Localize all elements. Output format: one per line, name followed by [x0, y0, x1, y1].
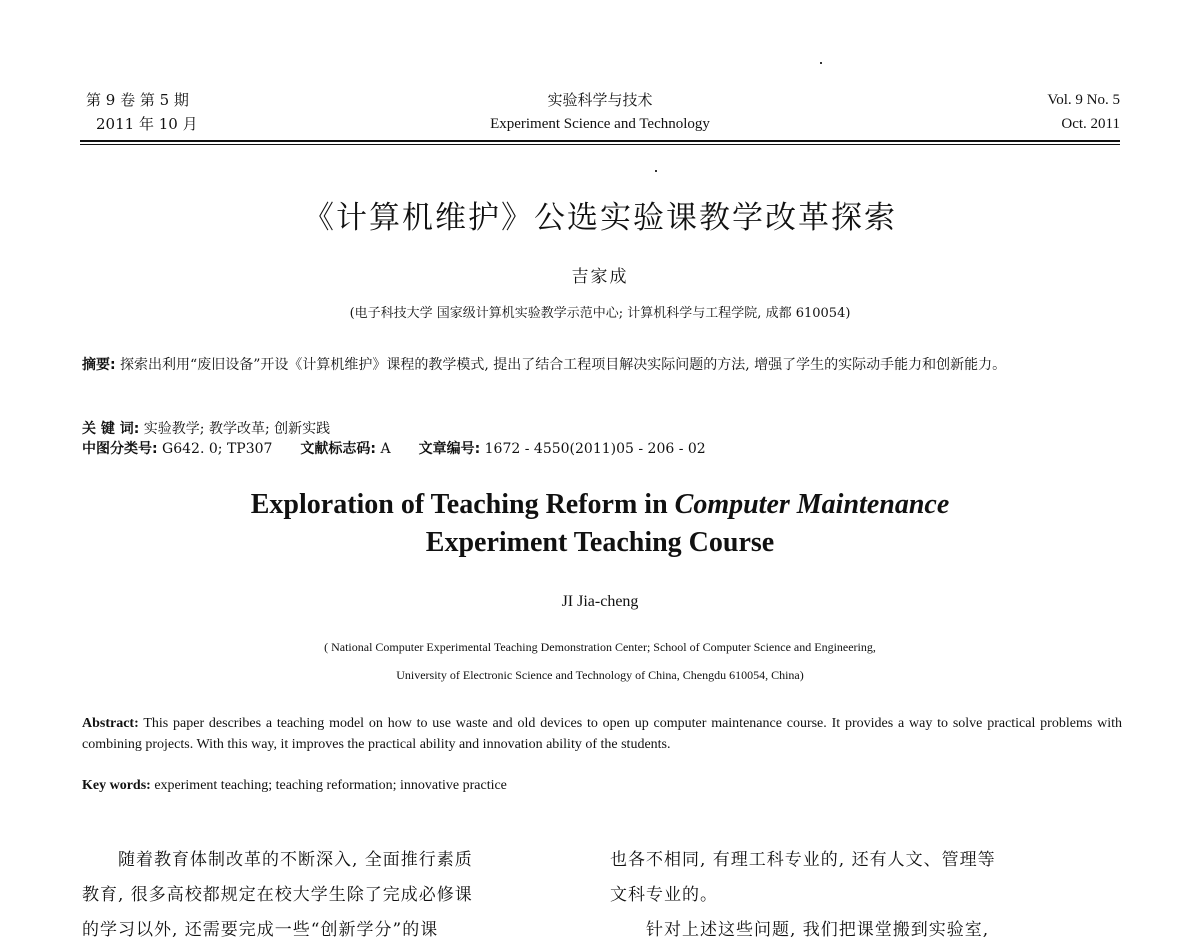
scan-speck	[820, 62, 822, 64]
volume-issue: 第 9 卷 第 5 期	[86, 91, 189, 109]
affiliation-en-line2: University of Electronic Science and Technology of China, Chengdu 610054, China)	[396, 668, 804, 682]
clc-value: G642. 0; TP307	[157, 441, 273, 457]
title-en-line2: Experiment Teaching Course	[425, 527, 775, 558]
keywords-cn-text: 实验教学; 教学改革; 创新实践	[139, 421, 331, 437]
abstract-cn-label: 摘要:	[82, 357, 116, 373]
journal-name-cn: 实验科学与技术	[547, 91, 653, 109]
header-rule-thin	[80, 144, 1120, 145]
title-en-part1: Exploration of Teaching Reform in	[250, 489, 675, 520]
issue-date-en: Oct. 2011	[1061, 116, 1120, 132]
paper-title-cn: 《计算机维护》公选实验课教学改革探索	[303, 200, 897, 236]
article-id-value: 1672 - 4550(2011)05 - 206 - 02	[480, 441, 706, 457]
journal-name	[350, 88, 850, 136]
abstract-cn	[82, 355, 1122, 376]
clc-label: 中图分类号:	[82, 441, 158, 457]
journal-volume-en	[950, 88, 1120, 136]
body-column-left	[82, 843, 592, 948]
affiliation-cn: (电子科技大学 国家级计算机实验教学示范中心; 计算机科学与工程学院, 成都 610054)	[349, 306, 851, 321]
journal-name-en: Experiment Science and Technology	[490, 116, 710, 132]
abstract-en-text: This paper describes a teaching model on how to use waste and old devices to open up computer maintenance course. It provides a way to solve practical problems with combining projects. With this way, it improves the practical ability and innovation ability of the students.	[82, 716, 1122, 752]
author-cn: 吉家成	[571, 267, 629, 287]
classification-line	[82, 439, 1122, 460]
title-en-italic: Computer Maintenance	[674, 489, 950, 520]
body-line: 随着教育体制改革的不断深入, 全面推行素质	[118, 850, 473, 870]
keywords-en	[82, 775, 1122, 796]
doc-code-value: A	[376, 441, 391, 457]
keywords-cn-label: 关 键 词:	[82, 421, 140, 437]
affiliation-en	[100, 633, 1100, 689]
keywords-en-text: experiment teaching; teaching reformation; innovative practice	[150, 778, 507, 793]
keywords-cn	[82, 419, 1122, 440]
paper-title-en	[100, 486, 1100, 562]
affiliation-en-line1: ( National Computer Experimental Teaching Demonstration Center; School of Computer Science and Engineering,	[324, 640, 876, 654]
body-column-right	[610, 843, 1120, 948]
body-line: 的学习以外, 还需要完成一些“创新学分”的课	[82, 920, 439, 940]
article-id-label: 文章编号:	[418, 441, 481, 457]
abstract-cn-text: 探索出利用“废旧设备”开设《计算机维护》课程的教学模式, 提出了结合工程项目解决实际问题的方法, 增强了学生的实际动手能力和创新能力。	[115, 357, 1007, 373]
volume-issue-en: Vol. 9 No. 5	[1047, 92, 1120, 108]
scan-speck	[655, 170, 657, 172]
abstract-en	[82, 713, 1122, 755]
doc-code-label: 文献标志码:	[300, 441, 377, 457]
body-line: 文科专业的。	[610, 885, 718, 905]
issue-date: 2011 年 10 月	[96, 115, 198, 133]
body-line: 教育, 很多高校都规定在校大学生除了完成必修课	[82, 885, 473, 905]
header-rule-thick	[80, 140, 1120, 142]
body-line: 针对上述这些问题, 我们把课堂搬到实验室,	[646, 920, 990, 940]
abstract-en-label: Abstract:	[82, 716, 139, 731]
body-line: 也各不相同, 有理工科专业的, 还有人文、管理等	[610, 850, 996, 870]
author-en: JI Jia-cheng	[561, 593, 639, 610]
journal-volume-issue	[86, 88, 198, 136]
keywords-en-label: Key words:	[82, 778, 151, 793]
